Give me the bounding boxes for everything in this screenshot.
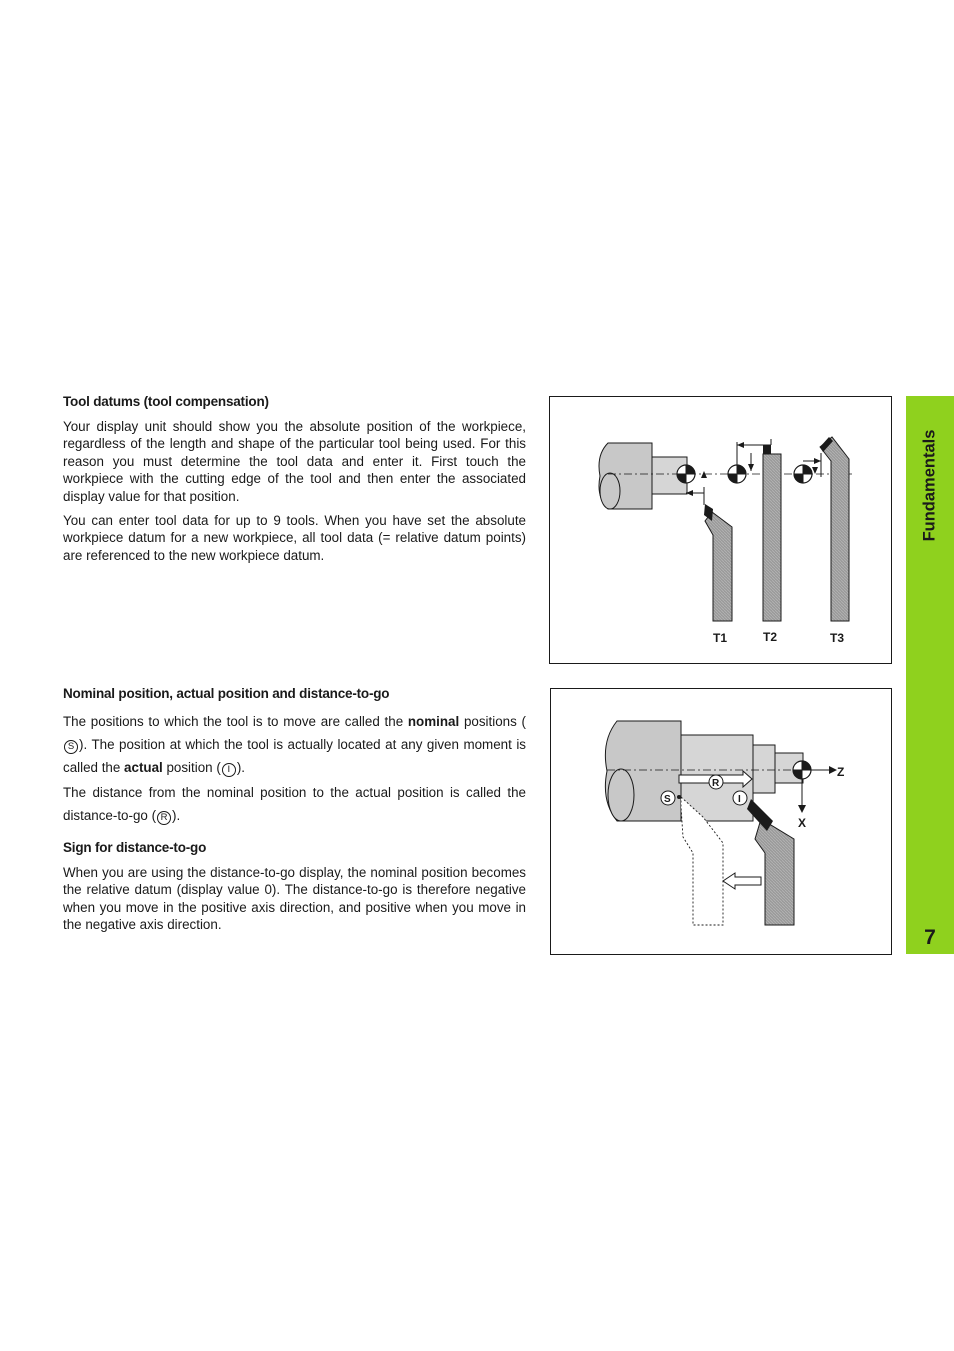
nominal-actual-figure <box>550 688 892 955</box>
nominal-section <box>63 686 526 829</box>
nominal-bold: nominal <box>407 714 460 729</box>
workpiece-datum-symbol <box>793 761 811 779</box>
nominal-text-a: The positions to which the tool is to move are called the <box>63 714 408 729</box>
tool-datums-paragraph-2: You can enter tool data for up to 9 tools. When you have set the absolute workpiece datum for a new workpiece, all tool data (= relative datum points) are referenced to the new workpiece datum. <box>63 513 526 563</box>
nominal-text-c: ). The position at which the tool is actually located at any given moment is called the <box>63 737 526 775</box>
tool-label-t3: T3 <box>830 631 845 645</box>
symbol-s: S <box>64 740 78 754</box>
tool-datums-section <box>63 394 526 571</box>
tool-label-t1: T1 <box>713 631 728 645</box>
datum-symbol-3 <box>794 465 812 483</box>
nominal-text-b: positions ( <box>459 714 526 729</box>
nominal-heading: Nominal position, actual position and distance-to-go <box>63 686 390 701</box>
nominal-paragraph-2 <box>63 781 526 827</box>
tool-datums-heading: Tool datums (tool compensation) <box>63 394 269 409</box>
distance-text-b: ). <box>172 808 181 823</box>
axis-x-label: X <box>798 816 807 830</box>
chapter-sidebar <box>906 396 954 954</box>
tool-label-t2: T2 <box>763 630 778 644</box>
axis-z-label: Z <box>837 765 845 779</box>
nominal-actual-diagram <box>551 689 891 954</box>
symbol-r: R <box>157 811 171 825</box>
tool-datums-figure <box>549 396 892 664</box>
marker-s: S <box>664 794 671 805</box>
page-number: 7 <box>924 926 936 949</box>
nominal-text-d: position ( <box>162 760 221 775</box>
distance-text-a: The distance from the nominal position to the actual position is called the distance-to-go ( <box>63 785 526 823</box>
chapter-title: Fundamentals <box>920 429 939 542</box>
sign-heading: Sign for distance-to-go <box>63 840 207 855</box>
tool-datums-diagram <box>550 397 891 663</box>
actual-bold: actual <box>124 760 163 775</box>
sign-section <box>63 840 526 941</box>
sign-paragraph: When you are using the distance-to-go display, the nominal position becomes the relative datum (display value 0). The distance-to-go is therefore negative when you move in the positive axis direction, and positive when you move in the negative axis direction. <box>63 865 526 933</box>
marker-r: R <box>712 778 720 789</box>
nominal-paragraph-1 <box>63 710 526 779</box>
tool-datums-paragraph-1: Your display unit should show you the absolute position of the workpiece, regardless of the length and shape of the particular tool being used. For this reason you must determine the tool data and enter it. First touch the workpiece with the cutting edge of the tool and then enter the associated display value for that position. <box>63 419 526 504</box>
symbol-i: I <box>222 763 236 777</box>
marker-i: I <box>738 794 741 805</box>
nominal-text-e: ). <box>236 760 245 775</box>
datum-symbol-1 <box>677 465 695 483</box>
